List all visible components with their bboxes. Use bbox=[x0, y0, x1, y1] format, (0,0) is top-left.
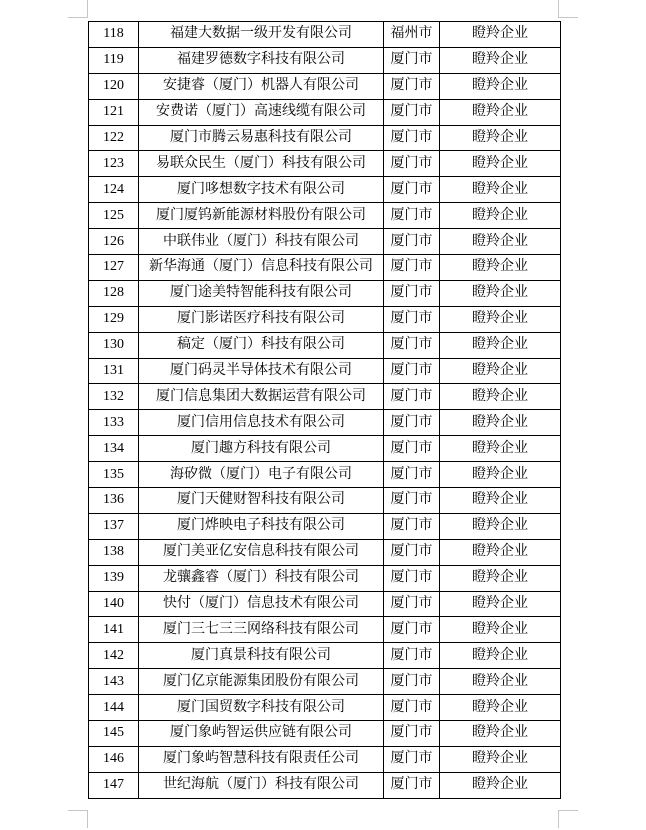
cell-company: 厦门象屿智运供应链有限公司 bbox=[139, 721, 384, 747]
cell-index: 121 bbox=[89, 99, 139, 125]
cell-company: 厦门亿京能源集团股份有限公司 bbox=[139, 669, 384, 695]
table-row bbox=[89, 332, 561, 358]
cell-city: 厦门市 bbox=[384, 73, 440, 99]
table-row bbox=[89, 306, 561, 332]
cell-index: 123 bbox=[89, 151, 139, 177]
cell-city: 厦门市 bbox=[384, 306, 440, 332]
cell-index: 138 bbox=[89, 539, 139, 565]
cell-index: 132 bbox=[89, 384, 139, 410]
cell-company: 厦门烨映电子科技有限公司 bbox=[139, 513, 384, 539]
cell-category: 瞪羚企业 bbox=[440, 73, 561, 99]
cell-company: 厦门趣方科技有限公司 bbox=[139, 436, 384, 462]
cell-category: 瞪羚企业 bbox=[440, 47, 561, 73]
cell-company: 厦门市腾云易惠科技有限公司 bbox=[139, 125, 384, 151]
cell-city: 厦门市 bbox=[384, 255, 440, 281]
cell-city: 厦门市 bbox=[384, 746, 440, 772]
table-row bbox=[89, 539, 561, 565]
cell-category: 瞪羚企业 bbox=[440, 669, 561, 695]
table-row bbox=[89, 384, 561, 410]
cell-city: 厦门市 bbox=[384, 513, 440, 539]
cell-company: 龙骧鑫睿（厦门）科技有限公司 bbox=[139, 565, 384, 591]
table-row bbox=[89, 436, 561, 462]
cell-city: 厦门市 bbox=[384, 643, 440, 669]
cell-city: 厦门市 bbox=[384, 488, 440, 514]
cell-company: 中联伟业（厦门）科技有限公司 bbox=[139, 229, 384, 255]
cell-company: 厦门象屿智慧科技有限责任公司 bbox=[139, 746, 384, 772]
table-row bbox=[89, 99, 561, 125]
table-row bbox=[89, 669, 561, 695]
cell-company: 福建罗德数字科技有限公司 bbox=[139, 47, 384, 73]
cell-index: 122 bbox=[89, 125, 139, 151]
table-row bbox=[89, 565, 561, 591]
cell-index: 144 bbox=[89, 695, 139, 721]
cell-index: 133 bbox=[89, 410, 139, 436]
cell-index: 130 bbox=[89, 332, 139, 358]
margin-mark-top-left bbox=[68, 0, 88, 18]
cell-company: 厦门美亚亿安信息科技有限公司 bbox=[139, 539, 384, 565]
cell-index: 119 bbox=[89, 47, 139, 73]
company-table bbox=[88, 21, 561, 799]
cell-city: 厦门市 bbox=[384, 539, 440, 565]
cell-index: 125 bbox=[89, 203, 139, 229]
cell-category: 瞪羚企业 bbox=[440, 772, 561, 798]
cell-category: 瞪羚企业 bbox=[440, 332, 561, 358]
cell-category: 瞪羚企业 bbox=[440, 384, 561, 410]
table-row bbox=[89, 125, 561, 151]
cell-category: 瞪羚企业 bbox=[440, 695, 561, 721]
cell-city: 厦门市 bbox=[384, 280, 440, 306]
cell-index: 145 bbox=[89, 721, 139, 747]
table-row bbox=[89, 721, 561, 747]
cell-city: 厦门市 bbox=[384, 695, 440, 721]
cell-index: 127 bbox=[89, 255, 139, 281]
cell-index: 137 bbox=[89, 513, 139, 539]
cell-company: 快付（厦门）信息技术有限公司 bbox=[139, 591, 384, 617]
cell-category: 瞪羚企业 bbox=[440, 539, 561, 565]
table-row bbox=[89, 203, 561, 229]
cell-category: 瞪羚企业 bbox=[440, 203, 561, 229]
cell-index: 134 bbox=[89, 436, 139, 462]
table-row bbox=[89, 47, 561, 73]
cell-city: 厦门市 bbox=[384, 47, 440, 73]
cell-index: 118 bbox=[89, 22, 139, 48]
cell-city: 厦门市 bbox=[384, 151, 440, 177]
cell-company: 安费诺（厦门）高速线缆有限公司 bbox=[139, 99, 384, 125]
table-row bbox=[89, 358, 561, 384]
cell-category: 瞪羚企业 bbox=[440, 280, 561, 306]
table-row bbox=[89, 643, 561, 669]
cell-index: 126 bbox=[89, 229, 139, 255]
cell-company: 世纪海航（厦门）科技有限公司 bbox=[139, 772, 384, 798]
table-row bbox=[89, 151, 561, 177]
table-row bbox=[89, 746, 561, 772]
cell-city: 厦门市 bbox=[384, 772, 440, 798]
cell-company: 海矽微（厦门）电子有限公司 bbox=[139, 462, 384, 488]
cell-city: 厦门市 bbox=[384, 436, 440, 462]
cell-company: 厦门信息集团大数据运营有限公司 bbox=[139, 384, 384, 410]
cell-index: 131 bbox=[89, 358, 139, 384]
cell-city: 厦门市 bbox=[384, 721, 440, 747]
cell-index: 141 bbox=[89, 617, 139, 643]
cell-company: 厦门三七三三网络科技有限公司 bbox=[139, 617, 384, 643]
cell-index: 143 bbox=[89, 669, 139, 695]
table-row bbox=[89, 177, 561, 203]
cell-city: 厦门市 bbox=[384, 332, 440, 358]
table-row bbox=[89, 229, 561, 255]
cell-city: 厦门市 bbox=[384, 591, 440, 617]
cell-city: 厦门市 bbox=[384, 177, 440, 203]
cell-city: 厦门市 bbox=[384, 410, 440, 436]
cell-category: 瞪羚企业 bbox=[440, 255, 561, 281]
cell-company: 厦门途美特智能科技有限公司 bbox=[139, 280, 384, 306]
cell-company: 易联众民生（厦门）科技有限公司 bbox=[139, 151, 384, 177]
cell-category: 瞪羚企业 bbox=[440, 643, 561, 669]
table-row bbox=[89, 280, 561, 306]
cell-category: 瞪羚企业 bbox=[440, 306, 561, 332]
cell-index: 142 bbox=[89, 643, 139, 669]
table-row bbox=[89, 772, 561, 798]
cell-company: 厦门信用信息技术有限公司 bbox=[139, 410, 384, 436]
cell-index: 147 bbox=[89, 772, 139, 798]
cell-category: 瞪羚企业 bbox=[440, 358, 561, 384]
cell-category: 瞪羚企业 bbox=[440, 488, 561, 514]
cell-category: 瞪羚企业 bbox=[440, 462, 561, 488]
cell-city: 厦门市 bbox=[384, 565, 440, 591]
cell-city: 厦门市 bbox=[384, 125, 440, 151]
table-row bbox=[89, 695, 561, 721]
cell-company: 厦门影诺医疗科技有限公司 bbox=[139, 306, 384, 332]
cell-company: 稿定（厦门）科技有限公司 bbox=[139, 332, 384, 358]
cell-category: 瞪羚企业 bbox=[440, 565, 561, 591]
cell-category: 瞪羚企业 bbox=[440, 125, 561, 151]
cell-city: 福州市 bbox=[384, 22, 440, 48]
table-row bbox=[89, 73, 561, 99]
margin-mark-bottom-left bbox=[68, 810, 88, 828]
table-row bbox=[89, 410, 561, 436]
cell-index: 124 bbox=[89, 177, 139, 203]
cell-category: 瞪羚企业 bbox=[440, 177, 561, 203]
cell-index: 128 bbox=[89, 280, 139, 306]
cell-index: 146 bbox=[89, 746, 139, 772]
cell-category: 瞪羚企业 bbox=[440, 22, 561, 48]
cell-company: 厦门码灵半导体技术有限公司 bbox=[139, 358, 384, 384]
cell-category: 瞪羚企业 bbox=[440, 410, 561, 436]
margin-mark-top-right bbox=[558, 0, 578, 18]
table-row bbox=[89, 22, 561, 48]
table-row bbox=[89, 488, 561, 514]
cell-category: 瞪羚企业 bbox=[440, 229, 561, 255]
table-body bbox=[89, 22, 561, 799]
cell-city: 厦门市 bbox=[384, 462, 440, 488]
cell-index: 140 bbox=[89, 591, 139, 617]
cell-company: 新华海通（厦门）信息科技有限公司 bbox=[139, 255, 384, 281]
cell-company: 厦门厦钨新能源材料股份有限公司 bbox=[139, 203, 384, 229]
cell-category: 瞪羚企业 bbox=[440, 746, 561, 772]
cell-index: 120 bbox=[89, 73, 139, 99]
cell-category: 瞪羚企业 bbox=[440, 617, 561, 643]
cell-index: 136 bbox=[89, 488, 139, 514]
cell-city: 厦门市 bbox=[384, 358, 440, 384]
table-row bbox=[89, 462, 561, 488]
cell-index: 129 bbox=[89, 306, 139, 332]
cell-company: 厦门真景科技有限公司 bbox=[139, 643, 384, 669]
cell-category: 瞪羚企业 bbox=[440, 513, 561, 539]
table-row bbox=[89, 591, 561, 617]
margin-mark-bottom-right bbox=[558, 810, 578, 828]
cell-company: 福建大数据一级开发有限公司 bbox=[139, 22, 384, 48]
cell-index: 135 bbox=[89, 462, 139, 488]
cell-city: 厦门市 bbox=[384, 617, 440, 643]
cell-index: 139 bbox=[89, 565, 139, 591]
cell-city: 厦门市 bbox=[384, 229, 440, 255]
cell-category: 瞪羚企业 bbox=[440, 436, 561, 462]
cell-category: 瞪羚企业 bbox=[440, 591, 561, 617]
cell-city: 厦门市 bbox=[384, 203, 440, 229]
cell-company: 厦门国贸数字科技有限公司 bbox=[139, 695, 384, 721]
table-row bbox=[89, 513, 561, 539]
cell-category: 瞪羚企业 bbox=[440, 721, 561, 747]
cell-city: 厦门市 bbox=[384, 384, 440, 410]
cell-company: 安捷睿（厦门）机器人有限公司 bbox=[139, 73, 384, 99]
cell-city: 厦门市 bbox=[384, 99, 440, 125]
cell-company: 厦门哆想数字技术有限公司 bbox=[139, 177, 384, 203]
cell-city: 厦门市 bbox=[384, 669, 440, 695]
cell-company: 厦门天健财智科技有限公司 bbox=[139, 488, 384, 514]
table-row bbox=[89, 617, 561, 643]
cell-category: 瞪羚企业 bbox=[440, 151, 561, 177]
table-row bbox=[89, 255, 561, 281]
cell-category: 瞪羚企业 bbox=[440, 99, 561, 125]
